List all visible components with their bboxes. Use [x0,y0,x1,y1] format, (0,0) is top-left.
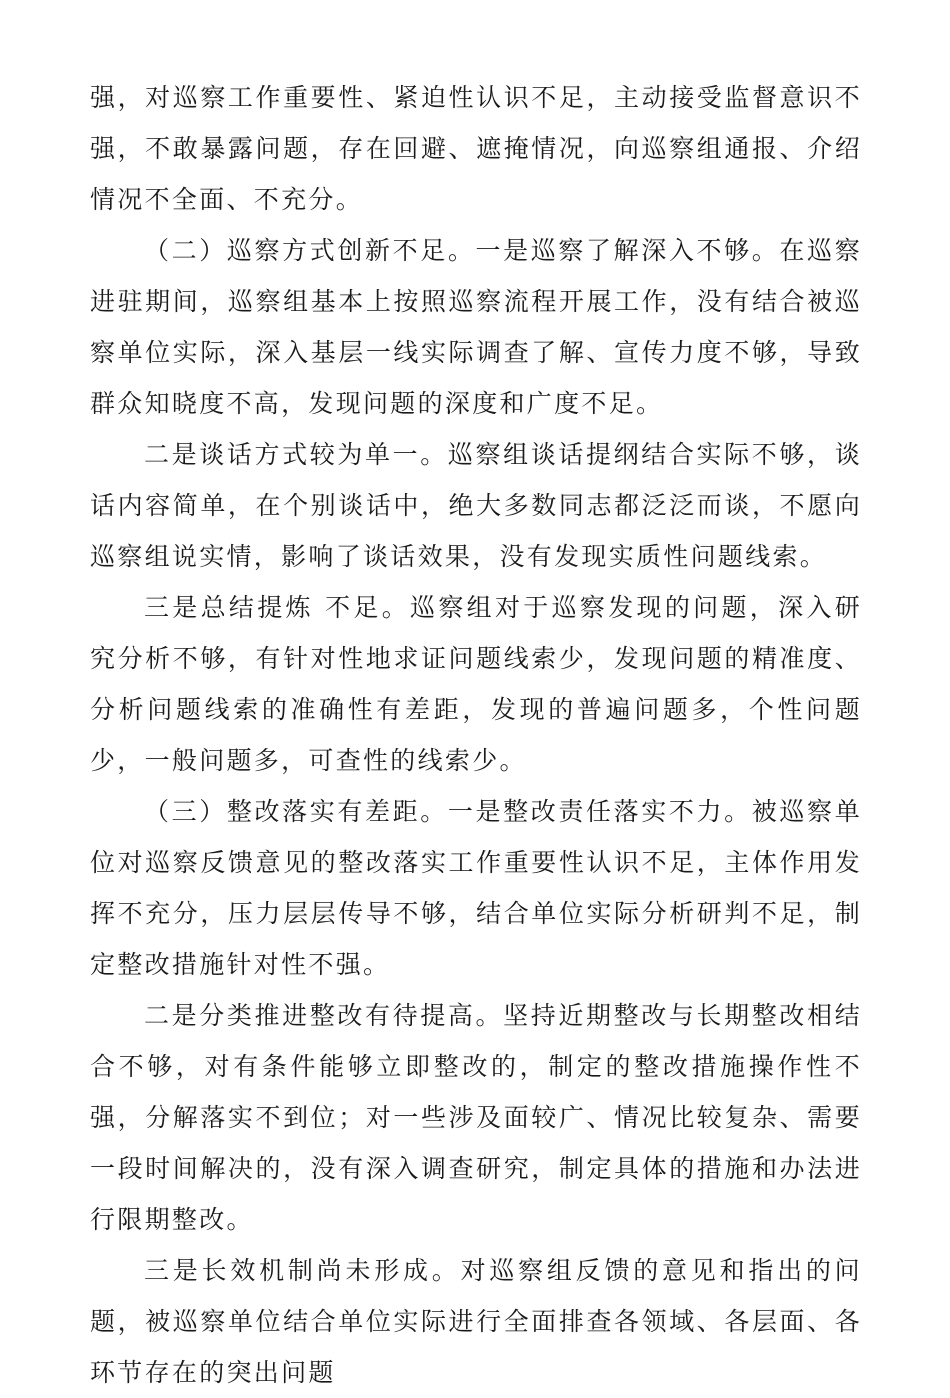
paragraph-summary-refinement: 三是总结提炼 不足。巡察组对于巡察发现的问题，深入研究分析不够，有针对性地求证问题线索少，发现问题的精准度、分析问题线索的准确性有差距，发现的普遍问题多，个性问题少，一般问题多，可查性的线索少。 [90,593,862,775]
document-body [90,72,862,1398]
paragraph-long-term-mechanism: 三是长效机制尚未形成。对巡察组反馈的意见和指出的问题，被巡察单位结合单位实际进行全面排查各领域、各层面、各环节存在的突出问题 [90,1256,862,1387]
paragraph-section-three: （三）整改落实有差距。一是整改责任落实不力。被巡察单位对巡察反馈意见的整改落实工作重要性认识不足，主体作用发挥不充分，压力层层传导不够，结合单位实际分析研判不足，制定整改措施针对性不强。 [90,797,862,979]
paragraph-continuation: 强，对巡察工作重要性、紧迫性认识不足，主动接受监督意识不强，不敢暴露问题，存在回避、遮掩情况，向巡察组通报、介绍情况不全面、不充分。 [90,83,862,214]
paragraph-interview-method: 二是谈话方式较为单一。巡察组谈话提纲结合实际不够，谈话内容简单，在个别谈话中，绝大多数同志都泛泛而谈，不愿向巡察组说实情，影响了谈话效果，没有发现实质性问题线索。 [90,440,862,571]
paragraph-classified-rectification: 二是分类推进整改有待提高。坚持近期整改与长期整改相结合不够，对有条件能够立即整改的，制定的整改措施操作性不强，分解落实不到位；对一些涉及面较广、情况比较复杂、需要一段时间解决的，没有深入调查研究，制定具体的措施和办法进行限期整改。 [90,1001,862,1234]
paragraph-section-two: （二）巡察方式创新不足。一是巡察了解深入不够。在巡察进驻期间，巡察组基本上按照巡察流程开展工作，没有结合被巡察单位实际，深入基层一线实际调查了解、宣传力度不够，导致群众知晓度不高，发现问题的深度和广度不足。 [90,236,862,418]
